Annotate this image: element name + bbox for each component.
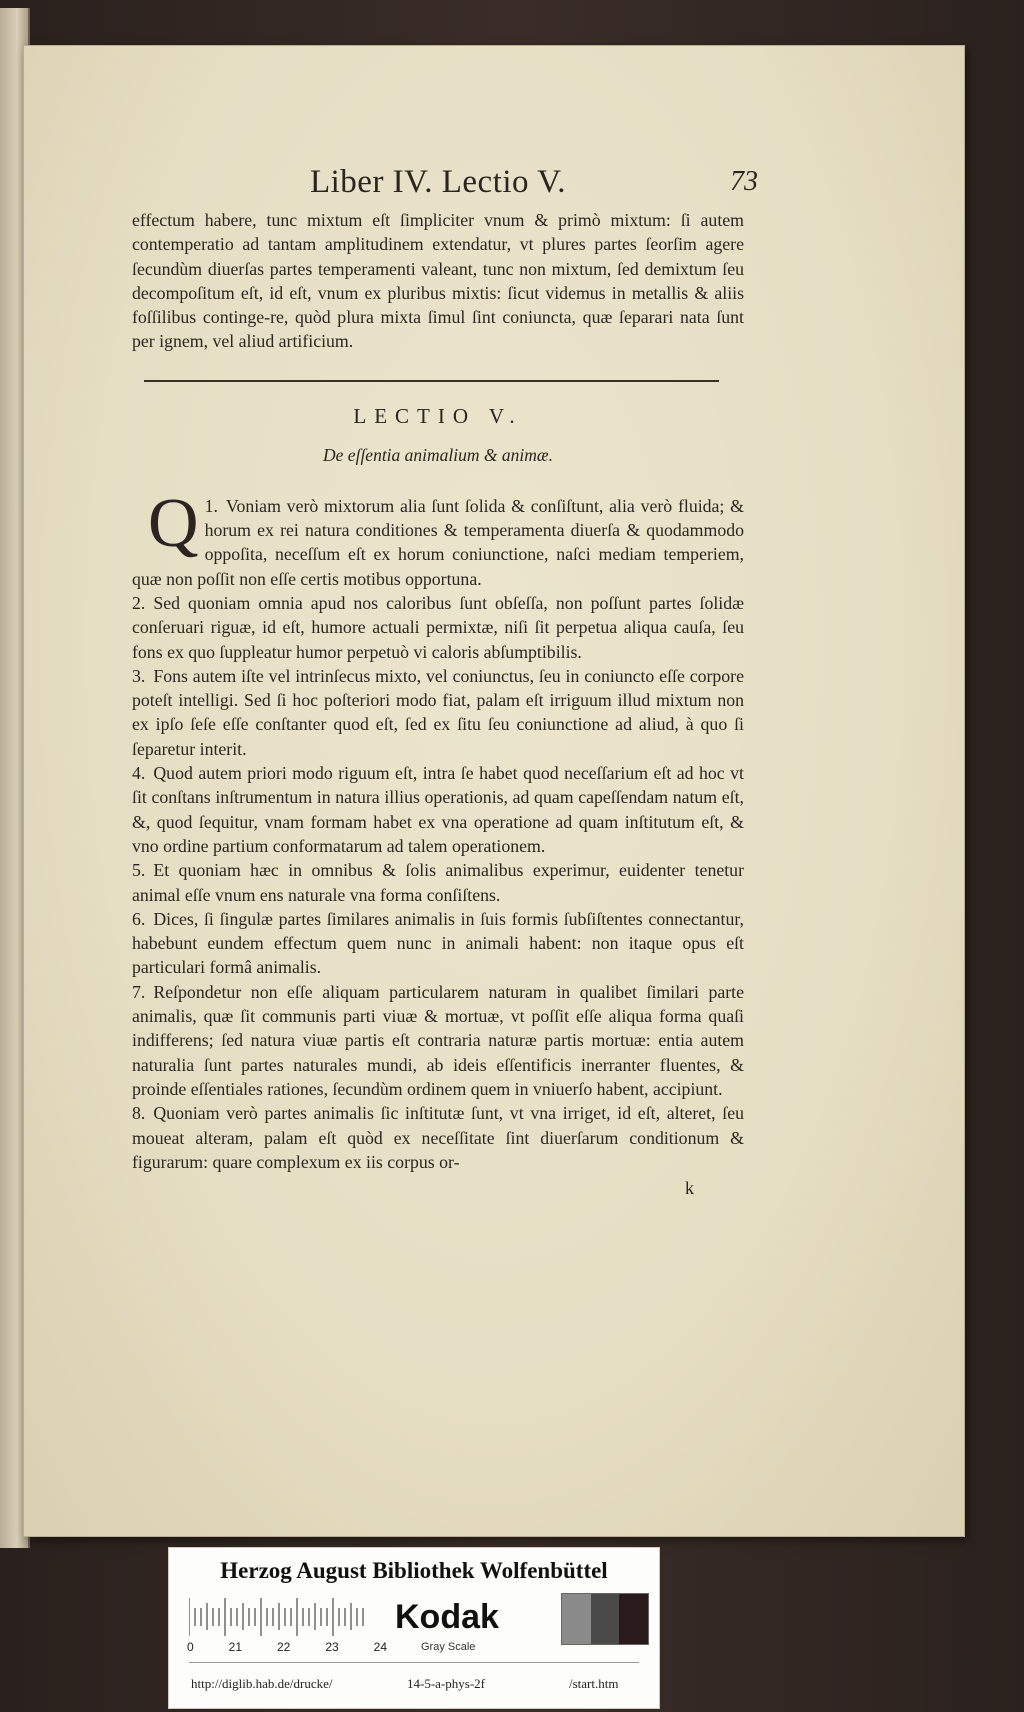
grayscale-label: Gray Scale — [421, 1641, 476, 1653]
paragraph-number: 8. — [132, 1103, 146, 1124]
ruler-number: 23 — [325, 1640, 339, 1654]
paragraph-6 — [132, 907, 744, 980]
paragraph-number: 4. — [132, 763, 146, 784]
paragraph-4 — [132, 761, 744, 858]
paragraph-5 — [132, 858, 744, 907]
section-subtitle: De eſſentia animalium & animæ. — [323, 444, 553, 465]
page-header — [132, 156, 758, 208]
page-content — [132, 156, 758, 1199]
paragraph-1 — [132, 484, 744, 591]
ruler-scale — [189, 1598, 369, 1636]
paragraph-number: 7. — [132, 981, 146, 1002]
paragraph-number: 2. — [132, 592, 146, 613]
gray-swatches — [561, 1593, 649, 1645]
paragraph-number: 5. — [132, 860, 146, 881]
paragraph-text: Dices, ſi ſingulæ partes ſimilares animalis in ſuis formis ſubſiſtentes connectantur, habebunt eundem effectum quem nunc in animali habent: non itaque opus eſt particulari formâ animalis. — [132, 908, 744, 978]
paragraph-text: Et quoniam hæc in omnibus & ſolis animalibus experimur, euidenter tenetur animal eſſe vnum ens naturale vna forma conſiſtens. — [132, 860, 744, 905]
url-start: /start.htm — [569, 1676, 619, 1691]
ruler-number: 24 — [373, 1640, 387, 1654]
kodak-logo: Kodak — [395, 1598, 499, 1636]
paragraph-3 — [132, 664, 744, 761]
gathering-signature: k — [685, 1178, 694, 1199]
ruler-number: 21 — [228, 1640, 243, 1654]
paragraph-number: 3. — [132, 665, 146, 686]
paragraph-number: 1. — [204, 495, 218, 516]
running-title: Liber IV. Lectio V. — [309, 164, 567, 200]
paragraph-text: Reſpondetur non eſſe aliquam particularem naturam in qualibet ſimilari parte animalis, quæ ſit communis parti viuæ & mortuæ, vt poſſit eſſe aliqua forma quaſi indifferens; ſed natura viuæ partis eſt contraria naturæ partis mortuæ: entia autem naturalia ſunt partes naturales mundi, ab ideis eſſentificis inerranter fluentes, & proinde eſſentiales rationes, ſecundùm ordinem quem in vniuerſo habent, accipiunt. — [132, 981, 744, 1099]
paragraph-8 — [132, 1101, 744, 1174]
url-shelfmark: 14-5-a-phys-2f — [407, 1676, 485, 1691]
gray-swatch — [591, 1594, 620, 1644]
gray-swatch — [562, 1594, 591, 1644]
color-target-card — [168, 1547, 660, 1709]
paragraph-text: Quod autem priori modo riguum eſt, intra ſe habet quod neceſſarium eſt ad hoc vt ſit conſtans inſtrumentum in natura illius operationis, ad quam capeſſendam natum eſt, &, quod ſequitur, vnam formam habet ex vna operatione ad quam inſtitutum eſt, & vno ordine partium conformatarum ad talem operationem. — [132, 763, 744, 856]
paragraph-text: Voniam verò mixtorum alia ſunt ſolida & conſiſtunt, alia verò fluida; & horum ex rei natura conditiones & temperamenta diuerſa & quodammodo oppoſita, neceſſum eſt ex horum coniunctione, naſci mediam temperiem, quæ non poſſit non eſſe certis motibus opportuna. — [132, 495, 744, 589]
section-divider — [144, 380, 719, 382]
paragraph-text: Sed quoniam omnia apud nos caloribus ſunt obſeſſa, non poſſunt partes ſolidæ conſeruari riguæ, id eſt, humore actuali permixtæ, niſi ſit perpetua aliqua cauſa, ſeu fons ex quo ſuppleatur humor perpetuò vi caloris abſumptibilis. — [132, 592, 744, 662]
library-name: Herzog August Bibliothek Wolfenbüttel — [220, 1558, 608, 1583]
paragraph-text: Fons autem iſte vel intrinſecus mixto, vel coniunctus, ſeu in coniuncto eſſe corpore poteſt intelligi. Sed ſi hoc poſteriori modo fiat, palam eſt irriguum illud mixtum non ex ipſo ſeſe eſſe conſtanter quod eſt, ſed ex ſitu ſeu coniunctione ad aliud, à quo ſi ſeparetur interit. — [132, 665, 744, 759]
paragraph-7 — [132, 980, 744, 1101]
ruler-number: 22 — [276, 1640, 291, 1654]
gray-swatch — [619, 1594, 648, 1644]
url-base: http://diglib.hab.de/drucke/ — [191, 1676, 333, 1691]
intro-paragraph: effectum habere, tunc mixtum eſt ſimpliciter vnum & primò mixtum: ſi autem contemperatio ad tantam amplitudinem extendatur, vt plures partes ſeorſim agere ſecundùm diuerſas partes temperamenti valeant, tunc non mixtum, ſed demixtum ſeu decompoſitum eſt, id eſt, vnum ex pluribus mixtis: ſicut videmus in metallis & aliis foſſilibus continge-re, quòd plura mixta ſimul ſint coniuncta, quæ ſeparari nata ſunt per ignem, vel aliud artificium. — [132, 210, 744, 352]
ruler-number: 0 — [187, 1640, 194, 1654]
folio-number: 73 — [730, 166, 758, 197]
book-page — [24, 46, 964, 1536]
paragraph-text: Quoniam verò partes animalis ſic inſtitutæ ſunt, vt vna irriget, id eſt, alteret, ſeu moueat alteram, palam eſt quòd ex neceſſitate ſint diuerſarum conditionum & figurarum: quare complexum ex iis corpus or- — [132, 1103, 744, 1172]
ruler-numbers — [187, 1640, 387, 1654]
paragraph-2 — [132, 591, 744, 664]
section-heading: LECTIO V. — [353, 403, 523, 428]
divider — [189, 1662, 639, 1663]
paragraph-number: 6. — [132, 908, 146, 929]
drop-cap: Q — [148, 484, 199, 562]
